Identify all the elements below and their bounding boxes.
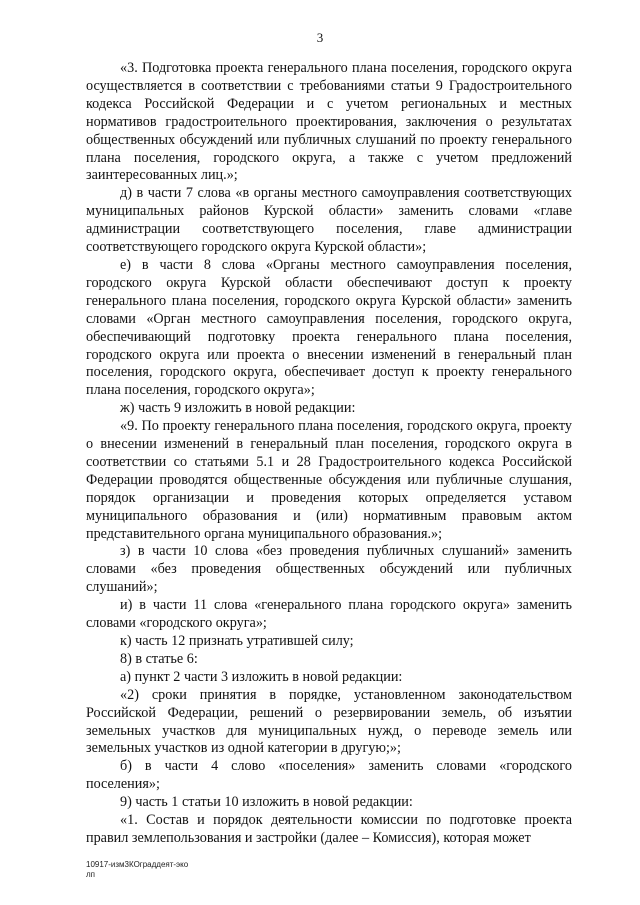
- paragraph: и) в части 11 слова «генерального плана городского округа» заменить словами «городского округа»;: [86, 597, 572, 632]
- paragraph: е) в части 8 слова «Органы местного самоуправления поселения, городского округа Курской области обеспечивают доступ к проекту генерального плана поселения, городского округа Курской области» заменить словами «Орган местного самоуправления поселения, городского округа, обеспечивающий подготовку проекта генерального плана поселения, городского округа или проекта о внесении изменений в генеральный план поселения, городского округа, обеспечивает доступ к проекту генерального плана поселения, городского округа»;: [86, 256, 572, 399]
- paragraph: 8) в статье 6:: [120, 650, 198, 667]
- paragraph: а) пункт 2 части 3 изложить в новой редакции:: [120, 668, 403, 685]
- footer-file-code: 10917-изм3КОграддеят-эко: [86, 860, 189, 869]
- footer-initials: лп: [86, 870, 95, 879]
- page-number: 3: [316, 30, 324, 45]
- paragraph: д) в части 7 слова «в органы местного самоуправления соответствующих муниципальных районов Курской области» заменить словами «главе администрации соответствующего поселения, главе администрации соответствующего городского округа Курской области»;: [86, 185, 572, 256]
- document-footer: [86, 860, 188, 880]
- paragraph: «3. Подготовка проекта генерального плана поселения, городского округа осуществляется в соответствии с требованиями статьи 9 Градостроительного кодекса Российской Федерации и с учетом региональных и местных нормативов градостроительного проектирования, заключения о результатах общественных обсуждений или публичных слушаний по проекту генерального плана поселения, городского округа, а также с учетом предложений заинтересованных лиц.»;: [86, 60, 572, 184]
- paragraph: 9) часть 1 статьи 10 изложить в новой редакции:: [120, 794, 413, 811]
- paragraph: «9. По проекту генерального плана поселения, городского округа, проекту о внесении изменений в генеральный план поселения, городского округа в соответствии со статьями 5.1 и 28 Градостроительного кодекса Российской Федерации проводятся общественные обсуждения или публичные слушания, порядок организации и проведения которых определяется уставом муниципального образования и (или) нормативным правовым актом представительного органа муниципального образования.»;: [86, 418, 572, 542]
- paragraph: «2) сроки принятия в порядке, установленном законодательством Российской Федерации, решений о резервировании земель, об изъятии земельных участков для муниципальных нужд, о переводе земель или земельных участков из одной категории в другую;»;: [86, 686, 572, 757]
- document-body: [86, 60, 572, 848]
- paragraph: б) в части 4 слово «поселения» заменить словами «городского поселения»;: [86, 758, 572, 793]
- paragraph: к) часть 12 признать утратившей силу;: [120, 633, 354, 649]
- paragraph: ж) часть 9 изложить в новой редакции:: [120, 400, 356, 417]
- paragraph: з) в части 10 слова «без проведения публичных слушаний» заменить словами «без проведения общественных обсуждений или публичных слушаний»;: [86, 543, 572, 596]
- paragraph: «1. Состав и порядок деятельности комиссии по подготовке проекта правил землепользования и застройки (далее – Комиссия), которая может: [86, 812, 572, 846]
